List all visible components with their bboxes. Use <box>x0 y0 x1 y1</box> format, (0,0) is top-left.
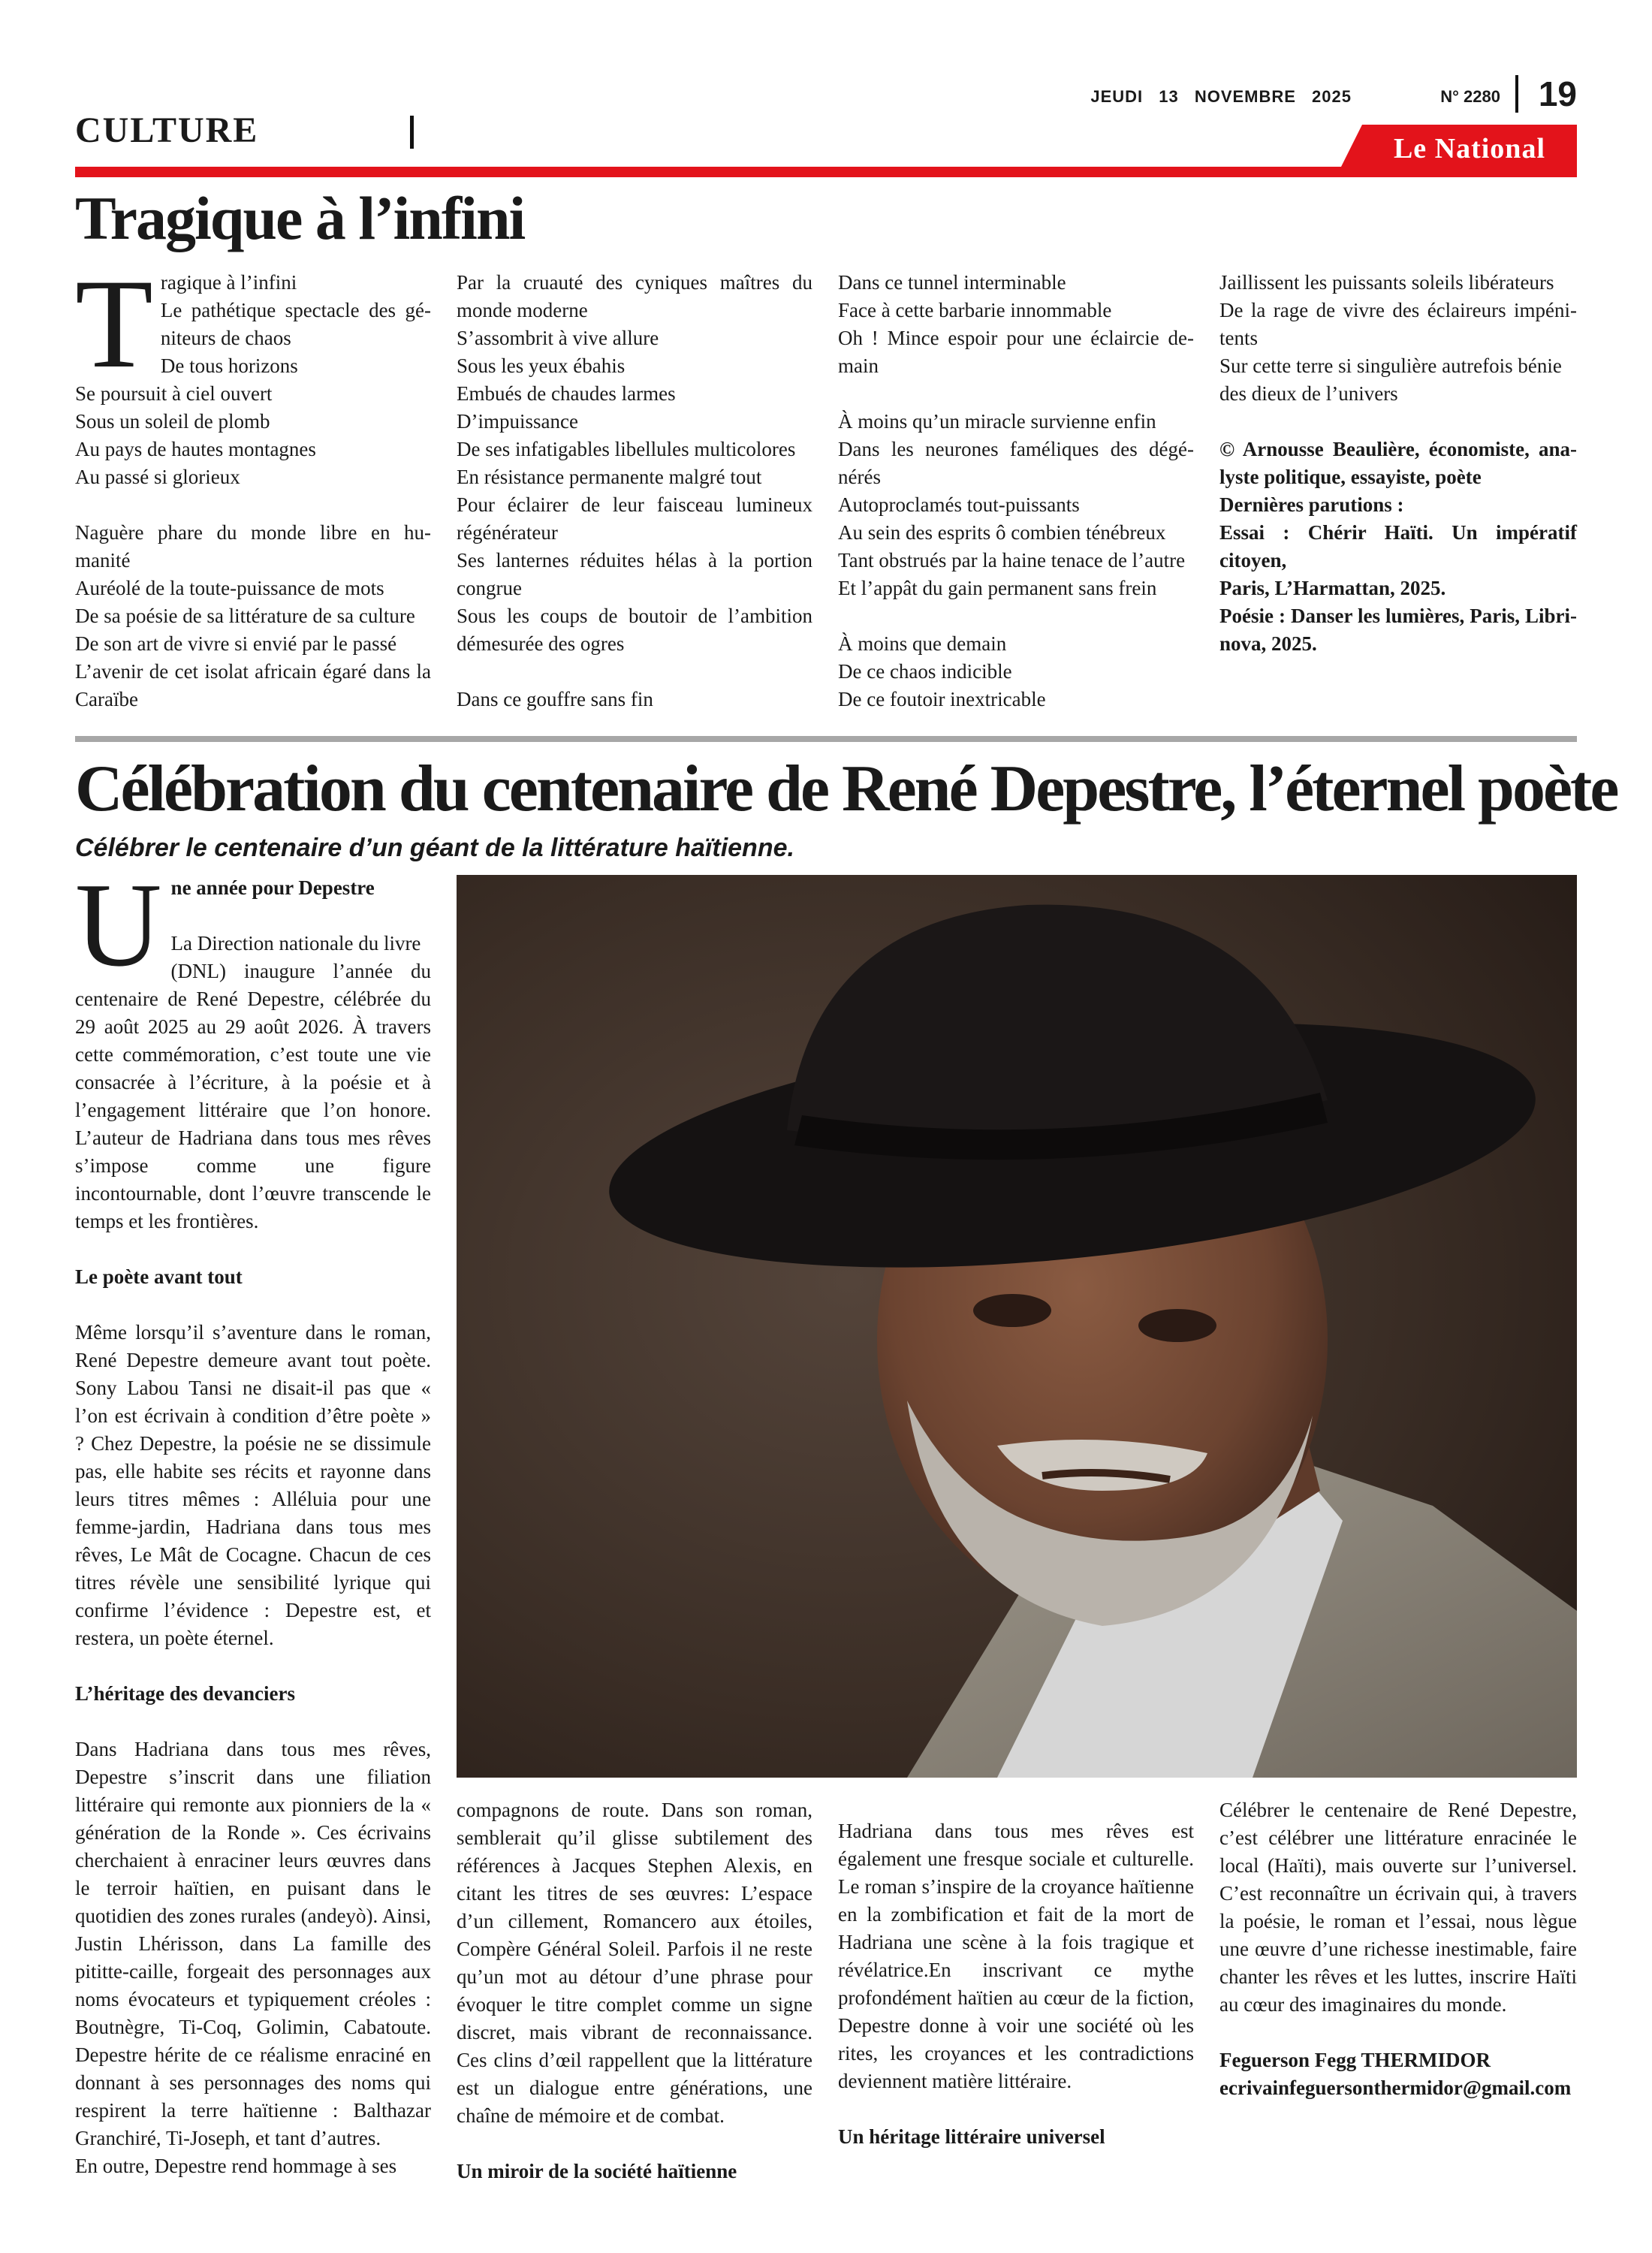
article-line: (DNL) inaugure l’année du <box>170 960 431 982</box>
poem-line: Auréolé de la toute-puissance de mots <box>75 577 384 599</box>
poem-line: Sous les yeux ébahis <box>457 354 626 377</box>
article-paragraph: Hadriana dans tous mes rêves est également une fresque sociale et culturelle. Le roman s’inspire de la croyance haïtienne en la zombification et fait de la mort de Hadriana une scène à la fois tragique et révélatrice.En inscrivant ce mythe profondément haïtien au cœur de la fiction, Depestre donne à voir une société où les rites, les croyances et les contradictions deviennent matière littéraire. <box>838 1820 1194 2092</box>
poem-line: Pour éclairer de leur faisceau lumineux <box>457 493 812 516</box>
poem-line: Sur cette terre si singulière autrefois bénie <box>1219 354 1562 377</box>
newspaper-name: Le National <box>1393 133 1545 164</box>
article-subhead: ne année pour Depestre <box>170 876 375 899</box>
article-subhead: Le poète avant tout <box>75 1265 243 1288</box>
poem-line: Au sein des esprits ô combien ténébreux <box>838 521 1166 544</box>
poem-line: Face à cette barbarie innommable <box>838 299 1112 321</box>
poem-line: congrue <box>457 577 522 599</box>
poem-credit-line: Dernières parutions : <box>1219 493 1404 516</box>
poem-line: main <box>838 354 879 377</box>
poem-line: monde moderne <box>457 299 588 321</box>
poem-line: De sa poésie de sa littérature de sa culture <box>75 605 415 627</box>
poem-line: Se poursuit à ciel ouvert <box>75 382 273 405</box>
poem-credit-line: lyste politique, essayiste, poète <box>1219 466 1482 488</box>
article-paragraph: compagnons de route. Dans son roman, semblerait qu’il glisse subtilement des références à Jacques Stephen Alexis, en citant les titres de ses œuvres: L’espace d’un cillement, Romancero aux étoiles, Compère Général Soleil. Parfois il ne reste qu’un mot au détour d’une phrase pour évoquer le titre complet comme un signe discret, mais vibrant de reconnaissance. Ces clins d’œil rappellent que la littérature est un dialogue entre générations, une chaîne de mémoire et de combat. <box>457 1799 812 2127</box>
poem-column-4 <box>1219 269 1577 658</box>
article-paragraph: Même lorsqu’il s’aventure dans le roman, René Depestre demeure avant tout poète. Sony Labou Tansi ne disait-il pas que « l’on est écrivain à condition d’être poète » ? Chez Depestre, la poésie ne se dissimule pas, elle habite ses récits et rayonne dans leurs titres mêmes : Alléluia pour une femme-jardin, Hadriana dans tous mes rêves, Le Mât de Cocagne. Chacun de ces titres révèle une sensibilité lyrique qui confirme l’évidence : Depestre est, et restera, un poète éternel. <box>75 1321 431 1649</box>
poem-line: Autoproclamés tout-puissants <box>838 493 1080 516</box>
poem-line: Au pays de hautes montagnes <box>75 438 316 460</box>
poem-line: De ses infatigables libellules multicolores <box>457 438 796 460</box>
article-column-4 <box>1219 1796 1577 2102</box>
article-subhead: Un héritage littéraire universel <box>838 2125 1105 2148</box>
poem-line: De la rage de vivre des éclaireurs impéni- <box>1219 299 1577 321</box>
poem-column-3 <box>838 269 1194 713</box>
article-dropcap: U <box>75 858 162 991</box>
poem-credit-line: Essai : Chérir Haïti. Un impératif citoyen, <box>1219 521 1577 572</box>
poem-column-1 <box>75 253 431 713</box>
issue-date: JEUDI 13 NOVEMBRE 2025 <box>1090 87 1352 106</box>
poem-credit-line: Poésie : Danser les lumières, Paris, Libri- <box>1219 605 1577 627</box>
poem-line: Dans ce gouffre sans fin <box>457 688 653 710</box>
poem-line: Dans les neurones faméliques des dégé- <box>838 438 1194 460</box>
section-name: CULTURE <box>75 110 259 150</box>
poem-line: niteurs de chaos <box>160 327 291 349</box>
poem-line: Tant obstrués par la haine tenace de l’autre <box>838 549 1186 572</box>
poem-line: Par la cruauté des cyniques maîtres du <box>457 271 812 294</box>
poem-line: Sous les coups de boutoir de l’ambition <box>457 605 812 627</box>
poem-line: tents <box>1219 327 1258 349</box>
poem-line: Oh ! Mince espoir pour une éclaircie de- <box>838 327 1194 349</box>
article-title: Célébration du centenaire de René Depestre, l’éternel poète <box>75 753 1617 825</box>
poem-line: Caraïbe <box>75 688 138 710</box>
poem-line: ragique à l’infini <box>160 271 297 294</box>
page-header <box>75 75 1577 180</box>
section-rule <box>75 736 1577 742</box>
portrait-illustration <box>457 875 1577 1778</box>
poem-line: En résistance permanente malgré tout <box>457 466 762 488</box>
article-paragraph: Dans Hadriana dans tous mes rêves, Depestre s’inscrit dans une filiation littéraire qui remonte aux pionniers de la « génération de la Ronde ». Ces écrivains cherchaient à enraciner leurs œuvres dans le terroir haïtien, en puisant dans le quotidien des zones rurales (andeyò). Ainsi, Justin Lhérisson, dans La famille des pititte-caille, forgeait des personnages aux noms évocateurs et typiquement créoles : Boutnègre, Ti-Coq, Golimin, Cabatoute. Depestre hérite de ce réalisme enraciné en donnant à ses personnages des noms qui respirent la terre haïtienne : Balthazar Granchiré, Ti-Joseph, et tant d’autres. <box>75 1738 431 2149</box>
poem-column-2 <box>457 269 812 713</box>
portrait-photo <box>457 875 1577 1778</box>
poem-line: De ce foutoir inextricable <box>838 688 1046 710</box>
poem-line: De son art de vivre si envié par le passé <box>75 632 397 655</box>
author-name: Feguerson Fegg THERMIDOR <box>1219 2049 1491 2071</box>
poem-credit-line: © Arnousse Beaulière, économiste, ana- <box>1219 438 1577 460</box>
poem-line: Embués de chaudes larmes <box>457 382 676 405</box>
poem-dropcap: T <box>75 253 153 394</box>
poem-line: régénérateur <box>457 521 558 544</box>
poem-line: Jaillissent les puissants soleils libérateurs <box>1219 271 1554 294</box>
article-paragraph: Célébrer le centenaire de René Depestre, c’est célébrer une littérature enracinée le local (Haïti), mais ouverte sur l’universel. C’est reconnaître un écrivain qui, à travers la poésie, le roman et l’essai, nous lègue une œuvre d’une richesse inestimable, faire chanter les rêves et les luttes, inscrire Haïti au cœur des imaginaires du monde. <box>1219 1799 1577 2016</box>
poem-line: S’assombrit à vive allure <box>457 327 659 349</box>
poem-line: démesurée des ogres <box>457 632 625 655</box>
article-column-3 <box>838 1817 1194 2151</box>
article-column-1 <box>75 858 431 2180</box>
author-email: ecrivainfeguersonthermidor@gmail.com <box>1219 2077 1572 2099</box>
poem-line: des dieux de l’univers <box>1219 382 1398 405</box>
poem-line: D’impuissance <box>457 410 578 433</box>
poem-line: Au passé si glorieux <box>75 466 240 488</box>
poem-line: Le pathétique spectacle des gé- <box>160 299 431 321</box>
poem-line: Ses lanternes réduites hélas à la portion <box>457 549 812 572</box>
poem-credit-line: Paris, L’Harmattan, 2025. <box>1219 577 1446 599</box>
poem-title: Tragique à l’infini <box>75 184 525 252</box>
poem-line: Sous un soleil de plomb <box>75 410 270 433</box>
section-divider <box>410 116 414 149</box>
poem-line: De ce chaos indicible <box>838 660 1012 683</box>
article-subhead: L’héritage des devanciers <box>75 1682 295 1705</box>
article-subtitle: Célébrer le centenaire d’un géant de la littérature haïtienne. <box>75 834 794 862</box>
article-subhead: Un miroir de la société haïtienne <box>457 2160 737 2182</box>
page-number-divider <box>1515 75 1518 113</box>
poem-line: nérés <box>838 466 881 488</box>
header-rule <box>75 167 1577 177</box>
poem-line: Naguère phare du monde libre en hu- <box>75 521 431 544</box>
poem-line: À moins que demain <box>838 632 1007 655</box>
issue-number: N° 2280 <box>1440 87 1500 106</box>
poem-line: À moins qu’un miracle survienne enfin <box>838 410 1156 433</box>
article-line: La Direction nationale du livre <box>170 932 421 955</box>
poem-line: L’avenir de cet isolat africain égaré dans la <box>75 660 431 683</box>
poem-line: Et l’appât du gain permanent sans frein <box>838 577 1157 599</box>
poem-line: Dans ce tunnel interminable <box>838 271 1066 294</box>
article-paragraph: centenaire de René Depestre, célébrée du 29 août 2025 au 29 août 2026. À travers cette commémoration, c’est toute une vie consacrée à l’écriture, à la poésie et à l’engagement littéraire que l’on honore. L’auteur de Hadriana dans tous mes rêves s’impose comme une figure incontournable, dont l’œuvre transcende le temps et les frontières. <box>75 988 431 1232</box>
page-number: 19 <box>1538 74 1577 113</box>
poem-line: manité <box>75 549 131 572</box>
poem-line: De tous horizons <box>160 354 298 377</box>
poem-credit-line: nova, 2025. <box>1219 632 1317 655</box>
article-column-2 <box>457 1796 812 2185</box>
article-paragraph: En outre, Depestre rend hommage à ses <box>75 2155 397 2177</box>
